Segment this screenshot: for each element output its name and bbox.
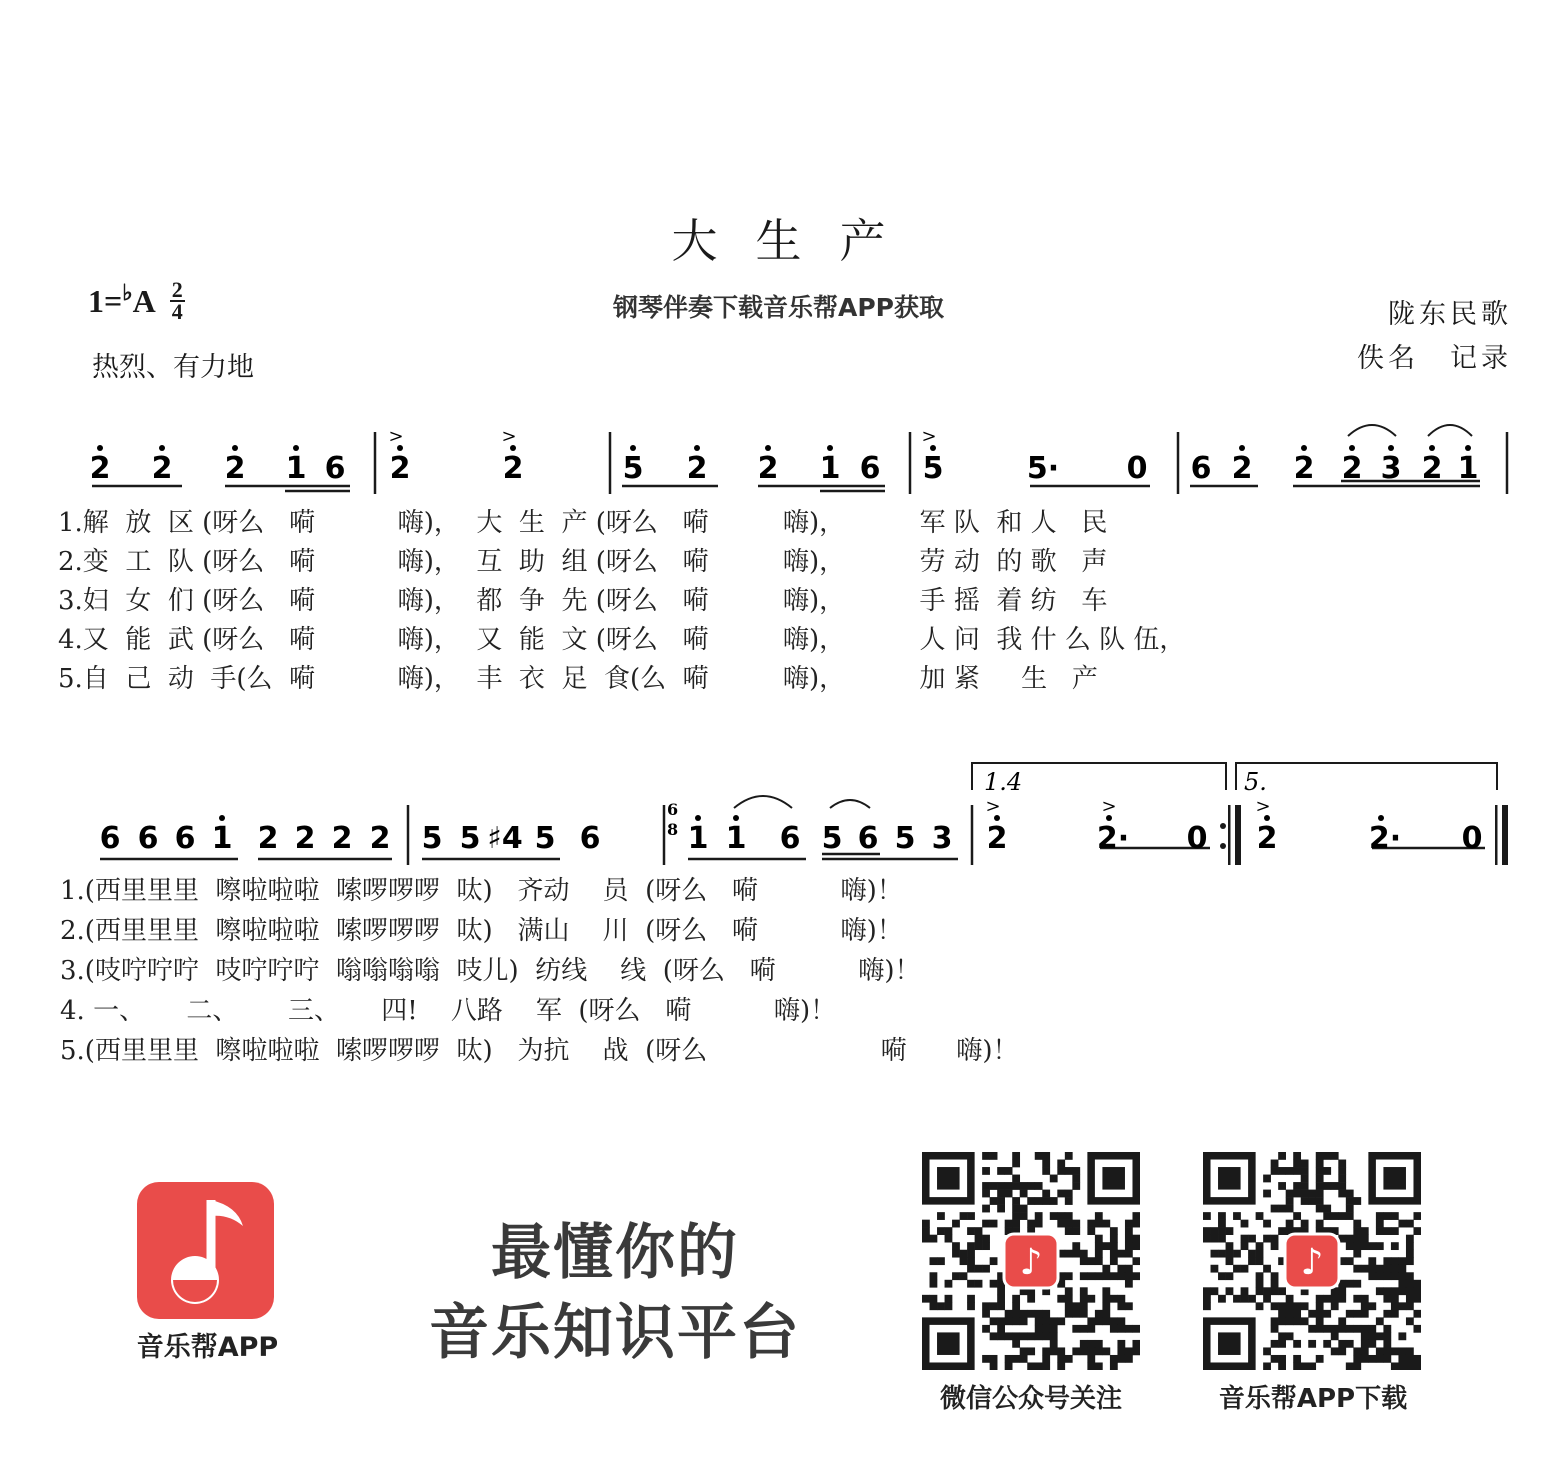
- note: 1: [1457, 451, 1479, 486]
- accent-mark: >: [985, 796, 1001, 817]
- wechat-qr-label: 微信公众号关注: [939, 1384, 1122, 1414]
- note: 2: [1421, 451, 1443, 486]
- key-tonic: 1=: [88, 282, 123, 319]
- time-numerator: 2: [171, 277, 183, 302]
- volta-2-label: 5.: [1244, 768, 1267, 796]
- note: 6: [174, 821, 196, 856]
- meter-change: [667, 800, 678, 839]
- note: 5: [622, 451, 644, 486]
- volta-1-label: 1.4: [984, 768, 1023, 796]
- octave-dot: [695, 815, 701, 821]
- tempo-marking: 热烈、有力地: [92, 352, 254, 383]
- note: 6: [324, 451, 346, 486]
- octave-dot: [1378, 815, 1384, 821]
- time-denominator: 4: [171, 299, 183, 324]
- note: 3: [1380, 451, 1402, 486]
- note: 5: [421, 821, 443, 856]
- note: 1: [211, 821, 233, 856]
- repeat-barline: [1220, 805, 1241, 865]
- lyric-line: 4.又 能 武 (呀么 嗬 嗨)， 又 能 文 (呀么 嗬 嗨)， 人 问 我 什 么 队 伍，: [58, 625, 1186, 655]
- note: 2: [294, 821, 316, 856]
- note: 6: [1190, 451, 1212, 486]
- note: 2: [757, 451, 779, 486]
- slogan-line-1: 最懂你的: [491, 1218, 739, 1288]
- note: 2: [257, 821, 279, 856]
- origin-label: 陇东民歌: [1388, 299, 1512, 330]
- download-qr-code[interactable]: [1203, 1152, 1421, 1370]
- qr-code-icon: [922, 1152, 1140, 1370]
- recorder-label: 佚名 记录: [1357, 343, 1512, 374]
- note: 1: [687, 821, 709, 856]
- note: 0: [1461, 821, 1483, 856]
- note: 2·: [1368, 821, 1402, 856]
- note: 2: [224, 451, 246, 486]
- svg-text:♪: ♪: [1300, 1242, 1324, 1283]
- music-note-icon: [137, 1182, 274, 1319]
- svg-text:♪: ♪: [1019, 1242, 1043, 1283]
- note: 2: [89, 451, 111, 486]
- octave-dot: [733, 815, 739, 821]
- note: 5: [821, 821, 843, 856]
- note: 2: [502, 451, 524, 486]
- lyric-line: 4. 一、 二、 三、 四! 八路 军 (呀么 嗬 嗨)！: [60, 996, 837, 1026]
- note: 5: [459, 821, 481, 856]
- slogan-line-2: 音乐知识平台: [429, 1298, 801, 1368]
- lyric-line: 1.(西里里里 嚓啦啦啦 嗦啰啰啰 呔) 齐动 员 (呀么 嗬 嗨)！: [60, 876, 903, 906]
- note: 2: [151, 451, 173, 486]
- lyric-line: 3.妇 女 们 (呀么 嗬 嗨)， 都 争 先 (呀么 嗬 嗨)， 手 摇 着 纺 车: [58, 586, 1108, 616]
- lyric-line: 2.变 工 队 (呀么 嗬 嗨)， 互 助 组 (呀么 嗬 嗨)， 劳 动 的 歌 声: [58, 547, 1108, 577]
- wechat-qr-code[interactable]: [922, 1152, 1140, 1370]
- note: 2: [369, 821, 391, 856]
- note: 1: [819, 451, 841, 486]
- key-note: A: [132, 282, 156, 319]
- qr-code-icon: [1203, 1152, 1421, 1370]
- accent-mark: >: [921, 426, 937, 447]
- note: 2: [331, 821, 353, 856]
- accent-mark: >: [388, 426, 404, 447]
- final-barline: [1495, 805, 1508, 865]
- score-title: 大生产: [671, 214, 924, 268]
- note: 2: [686, 451, 708, 486]
- slurs-2: [734, 796, 870, 808]
- note: 2: [1293, 451, 1315, 486]
- lyric-line: 5.(西里里里 嚓啦啦啦 嗦啰啰啰 呔) 为抗 战 (呀么 嗬 嗨)！: [60, 1036, 1019, 1066]
- accent-mark: >: [501, 426, 517, 447]
- promo-text[interactable]: 钢琴伴奏下载音乐帮APP获取: [613, 293, 944, 322]
- note: 2: [986, 821, 1008, 856]
- note: 6: [857, 821, 879, 856]
- note: 6: [99, 821, 121, 856]
- app-logo[interactable]: [137, 1182, 274, 1319]
- note: 1: [285, 451, 307, 486]
- note: 3: [931, 821, 953, 856]
- note: 2: [1341, 451, 1363, 486]
- note: 2: [1231, 451, 1253, 486]
- volta-brackets: [972, 763, 1497, 790]
- flat-sign: ♭: [122, 280, 133, 305]
- accent-mark: >: [1101, 796, 1117, 817]
- lyric-line: 1.解 放 区 (呀么 嗬 嗨)， 大 生 产 (呀么 嗬 嗨)， 军 队 和 人 民: [58, 508, 1108, 538]
- app-name: 音乐帮APP: [136, 1332, 279, 1363]
- note: 0: [1126, 451, 1148, 486]
- note: 6: [779, 821, 801, 856]
- note: 6: [579, 821, 601, 856]
- note: 1: [725, 821, 747, 856]
- note: 2·: [1096, 821, 1130, 856]
- download-qr-label: 音乐帮APP下载: [1218, 1384, 1408, 1414]
- lyric-line: 5.自 己 动 手(么 嗬 嗨)， 丰 衣 足 食(么 嗬 嗨)， 加 紧 生 产: [58, 664, 1098, 694]
- note: ♯4: [487, 821, 523, 856]
- note: 5: [894, 821, 916, 856]
- lyric-line: 3.(吱咛咛咛 吱咛咛咛 嗡嗡嗡嗡 吱儿) 纺线 线 (呀么 嗬 嗨)！: [60, 956, 921, 986]
- octave-dot: [219, 815, 225, 821]
- note: 5·: [1026, 451, 1060, 486]
- note: 0: [1186, 821, 1208, 856]
- accent-mark: >: [1255, 796, 1271, 817]
- note: 5: [534, 821, 556, 856]
- note: 5: [922, 451, 944, 486]
- note: 6: [137, 821, 159, 856]
- lyric-line: 2.(西里里里 嚓啦啦啦 嗦啰啰啰 呔) 满山 川 (呀么 嗬 嗨)！: [60, 916, 903, 946]
- svg-text:6: 6: [667, 800, 679, 819]
- note: 6: [859, 451, 881, 486]
- note: 2: [389, 451, 411, 486]
- note: 2: [1256, 821, 1278, 856]
- svg-text:8: 8: [667, 820, 679, 839]
